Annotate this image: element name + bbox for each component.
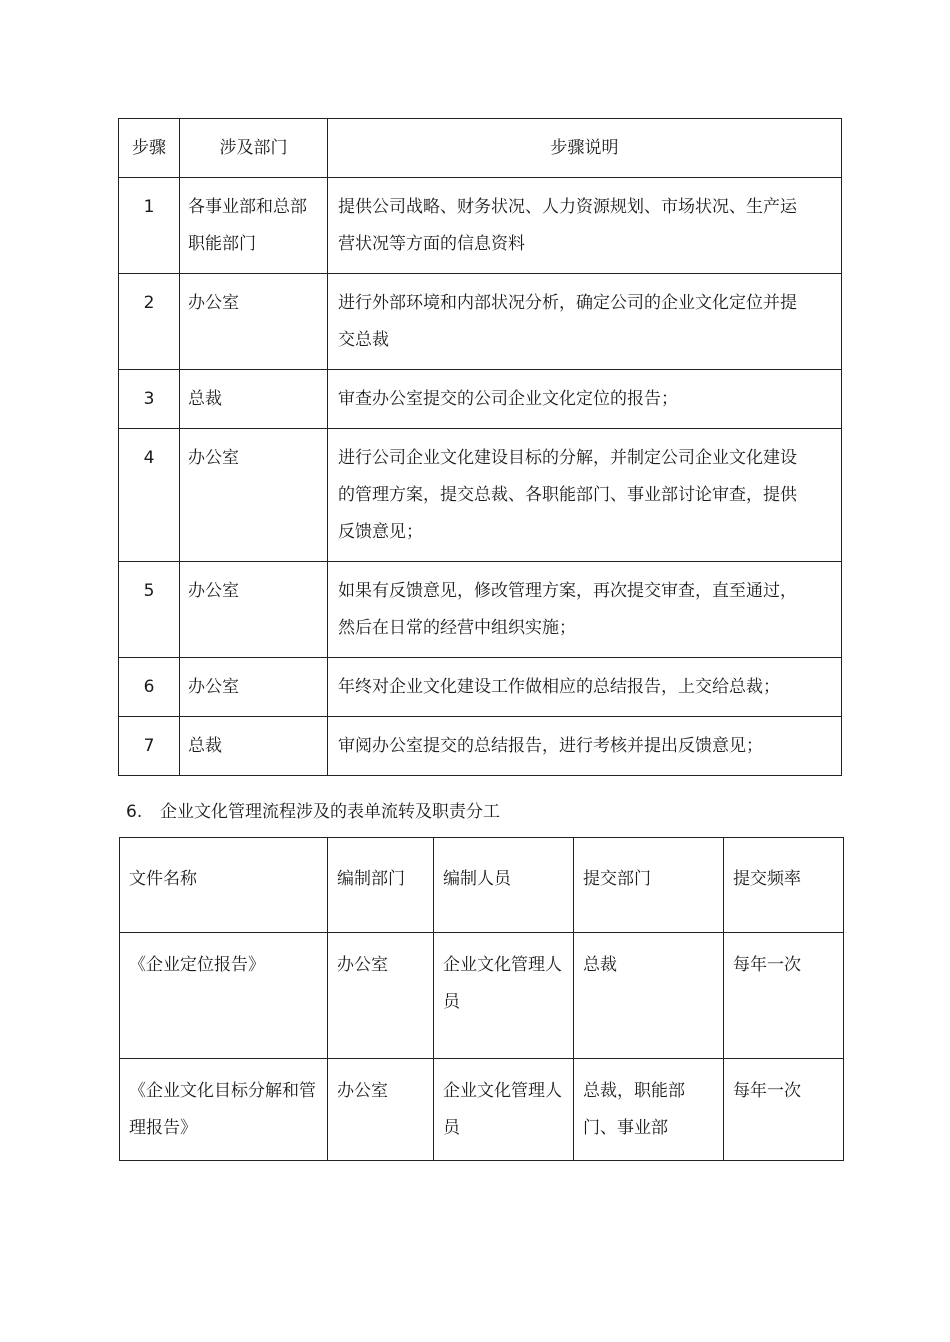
step-desc: 提供公司战略、财务状况、人力资源规划、市场状况、生产运营状况等方面的信息资料	[328, 178, 842, 274]
step-number: 5	[119, 562, 180, 658]
table-header-row	[120, 838, 844, 933]
section-heading	[126, 798, 500, 826]
step-desc: 年终对企业文化建设工作做相应的总结报告，上交给总裁；	[328, 658, 842, 717]
prep-staff: 企业文化管理人员	[434, 933, 574, 1059]
submit-dept: 总裁，职能部门、事业部	[574, 1059, 724, 1161]
step-desc: 审查办公室提交的公司企业文化定位的报告；	[328, 370, 842, 429]
submit-freq: 每年一次	[724, 1059, 844, 1161]
table-row	[119, 562, 842, 658]
prep-dept: 办公室	[328, 1059, 434, 1161]
header-step: 步骤	[119, 119, 180, 178]
table-row	[119, 658, 842, 717]
step-dept: 总裁	[180, 370, 328, 429]
table-row	[120, 933, 844, 1059]
step-number: 4	[119, 429, 180, 562]
table-header-row	[119, 119, 842, 178]
step-desc: 如果有反馈意见，修改管理方案，再次提交审查，直至通过，然后在日常的经营中组织实施；	[328, 562, 842, 658]
step-number: 7	[119, 717, 180, 776]
submit-dept: 总裁	[574, 933, 724, 1059]
header-submit-freq: 提交频率	[724, 838, 844, 933]
steps-table	[118, 118, 842, 776]
step-number: 3	[119, 370, 180, 429]
file-name: 《企业文化目标分解和管理报告》	[120, 1059, 328, 1161]
header-prep-staff: 编制人员	[434, 838, 574, 933]
step-dept: 办公室	[180, 429, 328, 562]
table-row	[119, 717, 842, 776]
step-desc: 进行外部环境和内部状况分析，确定公司的企业文化定位并提交总裁	[328, 274, 842, 370]
step-number: 6	[119, 658, 180, 717]
prep-dept: 办公室	[328, 933, 434, 1059]
table-row	[119, 178, 842, 274]
step-desc: 进行公司企业文化建设目标的分解，并制定公司企业文化建设的管理方案，提交总裁、各职能部门、事业部讨论审查，提供反馈意见；	[328, 429, 842, 562]
forms-table	[119, 837, 844, 1161]
section-number: 6.	[126, 802, 143, 822]
step-dept: 各事业部和总部职能部门	[180, 178, 328, 274]
table-row	[119, 429, 842, 562]
step-number: 2	[119, 274, 180, 370]
step-desc: 审阅办公室提交的总结报告，进行考核并提出反馈意见；	[328, 717, 842, 776]
table-row	[119, 370, 842, 429]
header-desc: 步骤说明	[328, 119, 842, 178]
step-number: 1	[119, 178, 180, 274]
header-file-name: 文件名称	[120, 838, 328, 933]
table-row	[120, 1059, 844, 1161]
step-dept: 总裁	[180, 717, 328, 776]
file-name: 《企业定位报告》	[120, 933, 328, 1059]
step-dept: 办公室	[180, 562, 328, 658]
step-dept: 办公室	[180, 274, 328, 370]
header-dept: 涉及部门	[180, 119, 328, 178]
prep-staff: 企业文化管理人员	[434, 1059, 574, 1161]
step-dept: 办公室	[180, 658, 328, 717]
submit-freq: 每年一次	[724, 933, 844, 1059]
header-submit-dept: 提交部门	[574, 838, 724, 933]
table-row	[119, 274, 842, 370]
header-prep-dept: 编制部门	[328, 838, 434, 933]
section-title: 企业文化管理流程涉及的表单流转及职责分工	[160, 802, 500, 822]
